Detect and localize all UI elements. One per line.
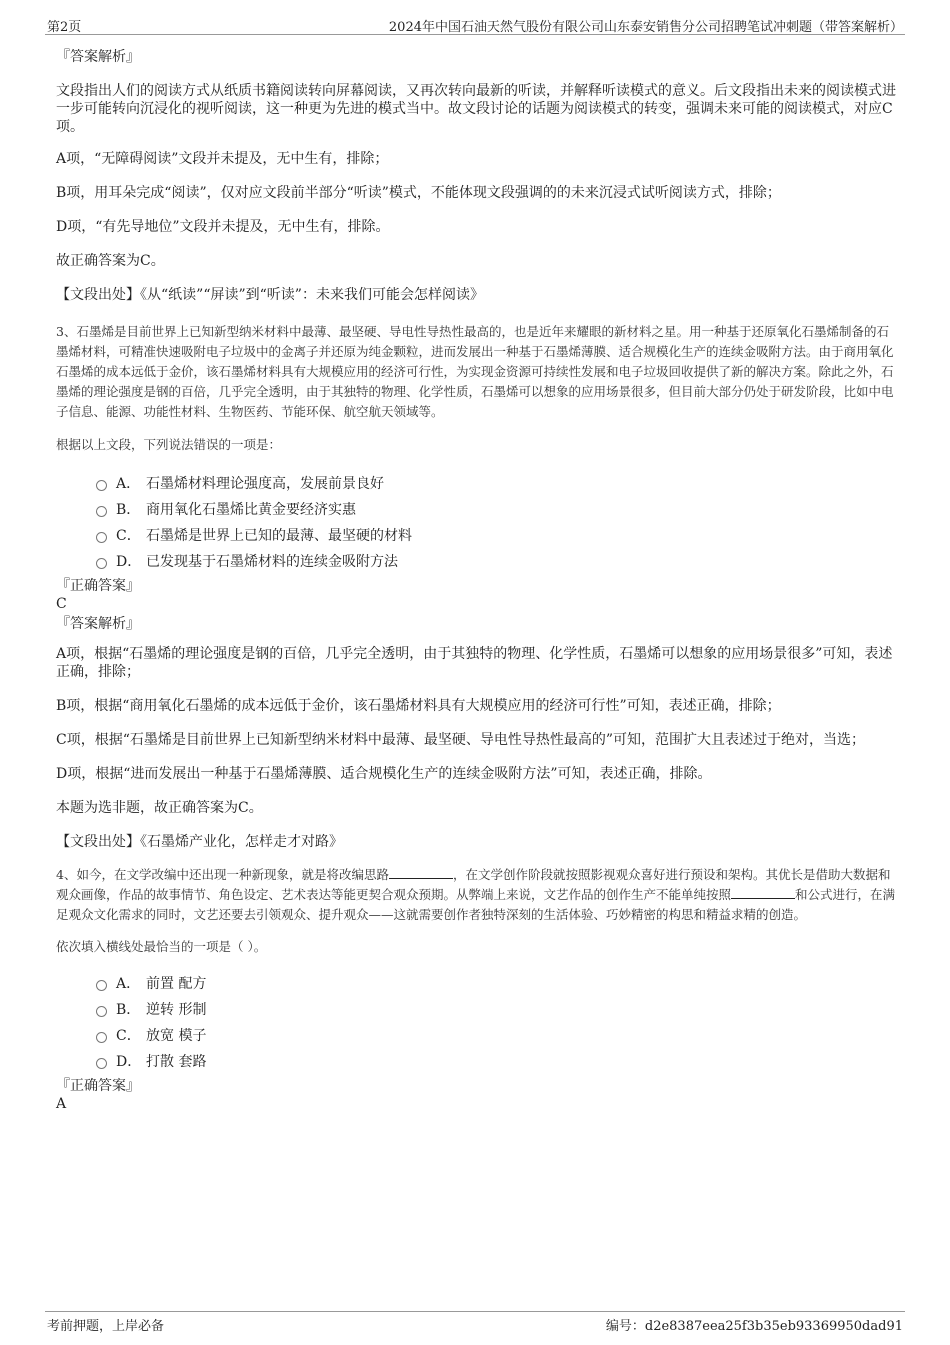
- document-id: 编号：d2e8387eea25f3b35eb93369950dad91: [605, 1319, 903, 1334]
- option-c[interactable]: C． 放宽 模子: [56, 1023, 901, 1049]
- analysis-option-a: A项，根据“石墨烯的理论强度是钢的百倍，几乎完全透明，由于其独特的物理、化学性质，石墨烯可以想象的应用场景很多”可知，表述正确，排除；: [56, 645, 893, 680]
- question-4-prompt: 依次填入横线处最恰当的一项是（ ）。: [56, 939, 267, 954]
- option-a[interactable]: A． 前置 配方: [56, 971, 901, 997]
- analysis-option-b: B项，根据“商用氧化石墨烯的成本远低于金价，该石墨烯材料具有大规模应用的经济可行性”可知，表述正确，排除；: [56, 697, 781, 714]
- option-b[interactable]: B． 商用氧化石墨烯比黄金要经济实惠: [56, 497, 901, 523]
- analysis-label: 『答案解析』: [56, 615, 140, 632]
- text-source: 【文段出处】《从“纸读”“屏读”到“听读”：未来我们可能会怎样阅读》: [56, 287, 484, 303]
- page-content: [56, 40, 901, 1113]
- page-footer: [45, 1311, 905, 1334]
- radio-icon[interactable]: [96, 506, 107, 517]
- footer-slogan: 考前押题，上岸必备: [47, 1319, 165, 1334]
- text-source: 【文段出处】《石墨烯产业化，怎样走才对路》: [56, 833, 343, 850]
- fill-blank: [731, 888, 795, 899]
- analysis-option-b: B项，用耳朵完成“阅读”，仅对应文段前半部分“听读”模式，不能体现文段强调的的未来沉浸式试听阅读方式，排除；: [56, 185, 781, 201]
- analysis-option-c: C项，根据“石墨烯是目前世界上已知新型纳米材料中最薄、最坚硬、导电性导热性最高的”可知，范围扩大且表述过于绝对，当选；: [56, 731, 866, 748]
- correct-answer: A: [56, 1096, 67, 1112]
- option-a[interactable]: A． 石墨烯材料理论强度高，发展前景良好: [56, 471, 901, 497]
- page-header: [45, 14, 905, 35]
- radio-icon[interactable]: [96, 1006, 107, 1017]
- question-3-stem: 3、石墨烯是目前世界上已知新型纳米材料中最薄、最坚硬、导电性导热性最高的，也是近年来耀眼的新材料之星。用一种基于还原氧化石墨烯制备的石墨烯材料，可精准快速吸附电子垃圾中的金离子并还原为纯金颗粒，进而发展出一种基于石墨烯薄膜、适合规模化生产的连续金吸附方法。由于商用氧化石墨烯的成本远低于金价，该石墨烯材料具有大规模应用的经济可行性，为实现金资源可持续性发展和电子垃圾回收提供了新的解决方案。除此之外，石墨烯的理论强度是钢的百倍，几乎完全透明，由于其独特的物理、化学性质，石墨烯可以想象的应用场景很多，但目前大部分仍处于研发阶段，比如中电子信息、能源、功能性材料、生物医药、节能环保、航空航天领域等。: [56, 324, 894, 419]
- answer-conclusion: 本题为选非题，故正确答案为C。: [56, 799, 263, 816]
- radio-icon[interactable]: [96, 480, 107, 491]
- radio-icon[interactable]: [96, 558, 107, 569]
- fill-blank: [389, 868, 453, 879]
- analysis-option-a: A项，“无障碍阅读”文段并未提及，无中生有，排除；: [56, 151, 389, 167]
- analysis-label: 『答案解析』: [56, 49, 140, 65]
- radio-icon[interactable]: [96, 1032, 107, 1043]
- option-c[interactable]: C． 石墨烯是世界上已知的最薄、最坚硬的材料: [56, 523, 901, 549]
- analysis-option-d: D项，“有先导地位”文段并未提及，无中生有，排除。: [56, 219, 390, 235]
- answer-conclusion: 故正确答案为C。: [56, 253, 165, 269]
- analysis-option-d: D项，根据“进而发展出一种基于石墨烯薄膜、适合规模化生产的连续金吸附方法”可知，表述正确，排除。: [56, 765, 712, 782]
- radio-icon[interactable]: [96, 980, 107, 991]
- correct-answer-label: 『正确答案』: [56, 577, 140, 594]
- question-3-prompt: 根据以上文段，下列说法错误的一项是：: [56, 436, 282, 452]
- option-d[interactable]: D． 打散 套路: [56, 1049, 901, 1075]
- question-4-stem: 4、如今，在文学改编中还出现一种新现象，就是将改编思路 ，在文学创作阶段就按照影视观众喜好进行预设和架构。其优长是借助大数据和观众画像，作品的故事情节、角色设定、艺术表达等能更契合观众预期。从弊端上来说，文艺作品的创作生产不能单纯按照 和公式进行，在满足观众文化需求的同时，文艺还要去引领观众、提升观众——这就需要创作者独特深刻的生活体验、巧妙精密的构思和精益求精的创造。: [56, 866, 896, 922]
- option-b[interactable]: B． 逆转 形制: [56, 997, 901, 1023]
- page-number: 第2页: [47, 20, 82, 35]
- correct-answer: C: [56, 595, 67, 612]
- radio-icon[interactable]: [96, 532, 107, 543]
- question-3-options: [56, 471, 901, 575]
- analysis-paragraph: 文段指出人们的阅读方式从纸质书籍阅读转向屏幕阅读，又再次转向最新的听读，并解释听读模式的意义。后文段指出未来的阅读模式进一步可能转向沉浸化的视听阅读，这一种更为先进的模式当中。故文段讨论的话题为阅读模式的转变，强调未来可能的阅读模式，对应C项。: [56, 83, 896, 135]
- option-d[interactable]: D． 已发现基于石墨烯材料的连续金吸附方法: [56, 549, 901, 575]
- document-title: 2024年中国石油天然气股份有限公司山东泰安销售分公司招聘笔试冲刺题（带答案解析）: [388, 20, 903, 35]
- radio-icon[interactable]: [96, 1058, 107, 1069]
- correct-answer-label: 『正确答案』: [56, 1078, 140, 1094]
- question-4-options: [56, 971, 901, 1075]
